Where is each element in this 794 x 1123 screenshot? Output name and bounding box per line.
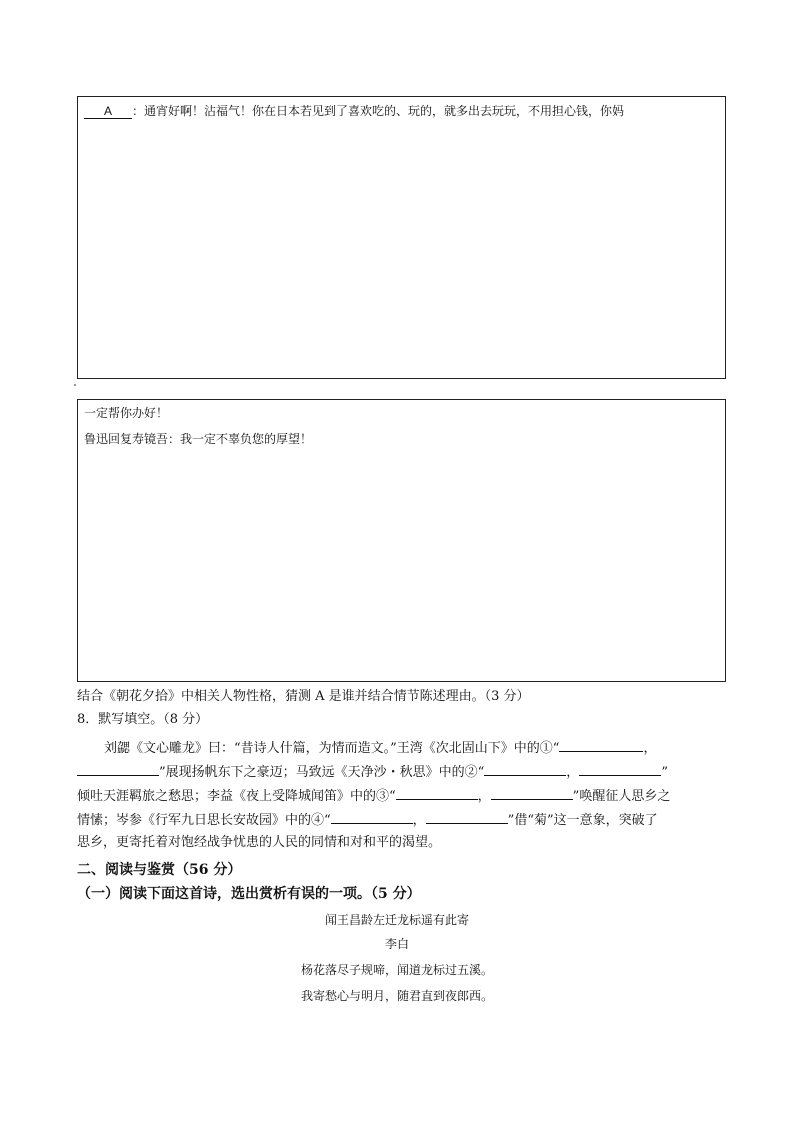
fill-blank-4a[interactable] <box>331 810 413 824</box>
poem-title: 闻王昌龄左迁龙标遥有此寄 <box>324 913 469 927</box>
poem-author: 李白 <box>384 937 409 951</box>
fill-blank-3b[interactable] <box>491 786 573 800</box>
q8-l1a: 刘勰《文心雕龙》曰：“昔诗人什篇，为情而造文。”王湾《次北固山下》中的①“ <box>104 741 560 756</box>
poem-line2: 我寄愁心与明月，随君直到夜郎西。 <box>300 989 493 1003</box>
q8-l2c: ” <box>661 765 668 780</box>
q8-l2a: ”展现扬帆东下之豪迈；马致远《天净沙・秋思》中的②“ <box>159 765 485 780</box>
fill-blank-4b[interactable] <box>426 810 508 824</box>
q8-l1b: ， <box>643 741 657 756</box>
answer-box-1 <box>77 96 726 379</box>
fill-blank-2b[interactable] <box>579 762 661 776</box>
separator-dot <box>74 384 76 386</box>
q8-line1 <box>104 738 656 758</box>
q7-prompt: 结合《朝花夕拾》中相关人物性格，猜测 A 是谁并结合情节陈述理由。（3 分） <box>77 689 530 704</box>
q8-l4c: ”借“菊”这一意象，突破了 <box>507 813 658 828</box>
q8-line2 <box>77 762 668 782</box>
poem-line1: 杨花落尽子规啼，闻道龙标过五溪。 <box>300 963 493 977</box>
q8-l4a: 情愫；岑参《行军九日思长安故园》中的④“ <box>77 813 331 828</box>
fill-blank-1b[interactable] <box>77 762 159 776</box>
box1-line1-text: ：通宵好啊！沾福气！你在日本若见到了喜欢吃的、玩的，就多出去玩玩，不用担心钱，你妈 <box>132 104 625 118</box>
q8-line4 <box>77 810 658 830</box>
q8-line3 <box>77 786 670 806</box>
q8-l3c: ”唤醒征人思乡之 <box>572 789 671 804</box>
answer-box-2 <box>77 399 726 682</box>
section2-title: 二、阅读与鉴赏（56 分） <box>77 862 242 878</box>
q8-line5: 思乡，更寄托着对饱经战争忧患的人民的同情和对和平的渴望。 <box>77 835 442 850</box>
blank-a: A <box>84 105 132 119</box>
q8-l2b: ， <box>566 765 580 780</box>
box1-line <box>84 103 624 119</box>
fill-blank-1a[interactable] <box>559 738 643 752</box>
fill-blank-3a[interactable] <box>396 786 478 800</box>
q8-l4b: ， <box>412 813 426 828</box>
fill-blank-2a[interactable] <box>484 762 566 776</box>
box2-line2: 鲁迅回复寿镜吾：我一定不辜负您的厚望！ <box>84 432 313 446</box>
q8-title: 8．默写填空。（8 分） <box>77 712 209 727</box>
section2-sub1: （一）阅读下面这首诗，选出赏析有误的一项。（5 分） <box>77 886 421 902</box>
q8-l3a: 倾吐天涯羁旅之愁思；李益《夜上受降城闻笛》中的③“ <box>77 789 396 804</box>
box2-line1: 一定帮你办好！ <box>84 406 169 420</box>
q8-l3b: ， <box>477 789 491 804</box>
